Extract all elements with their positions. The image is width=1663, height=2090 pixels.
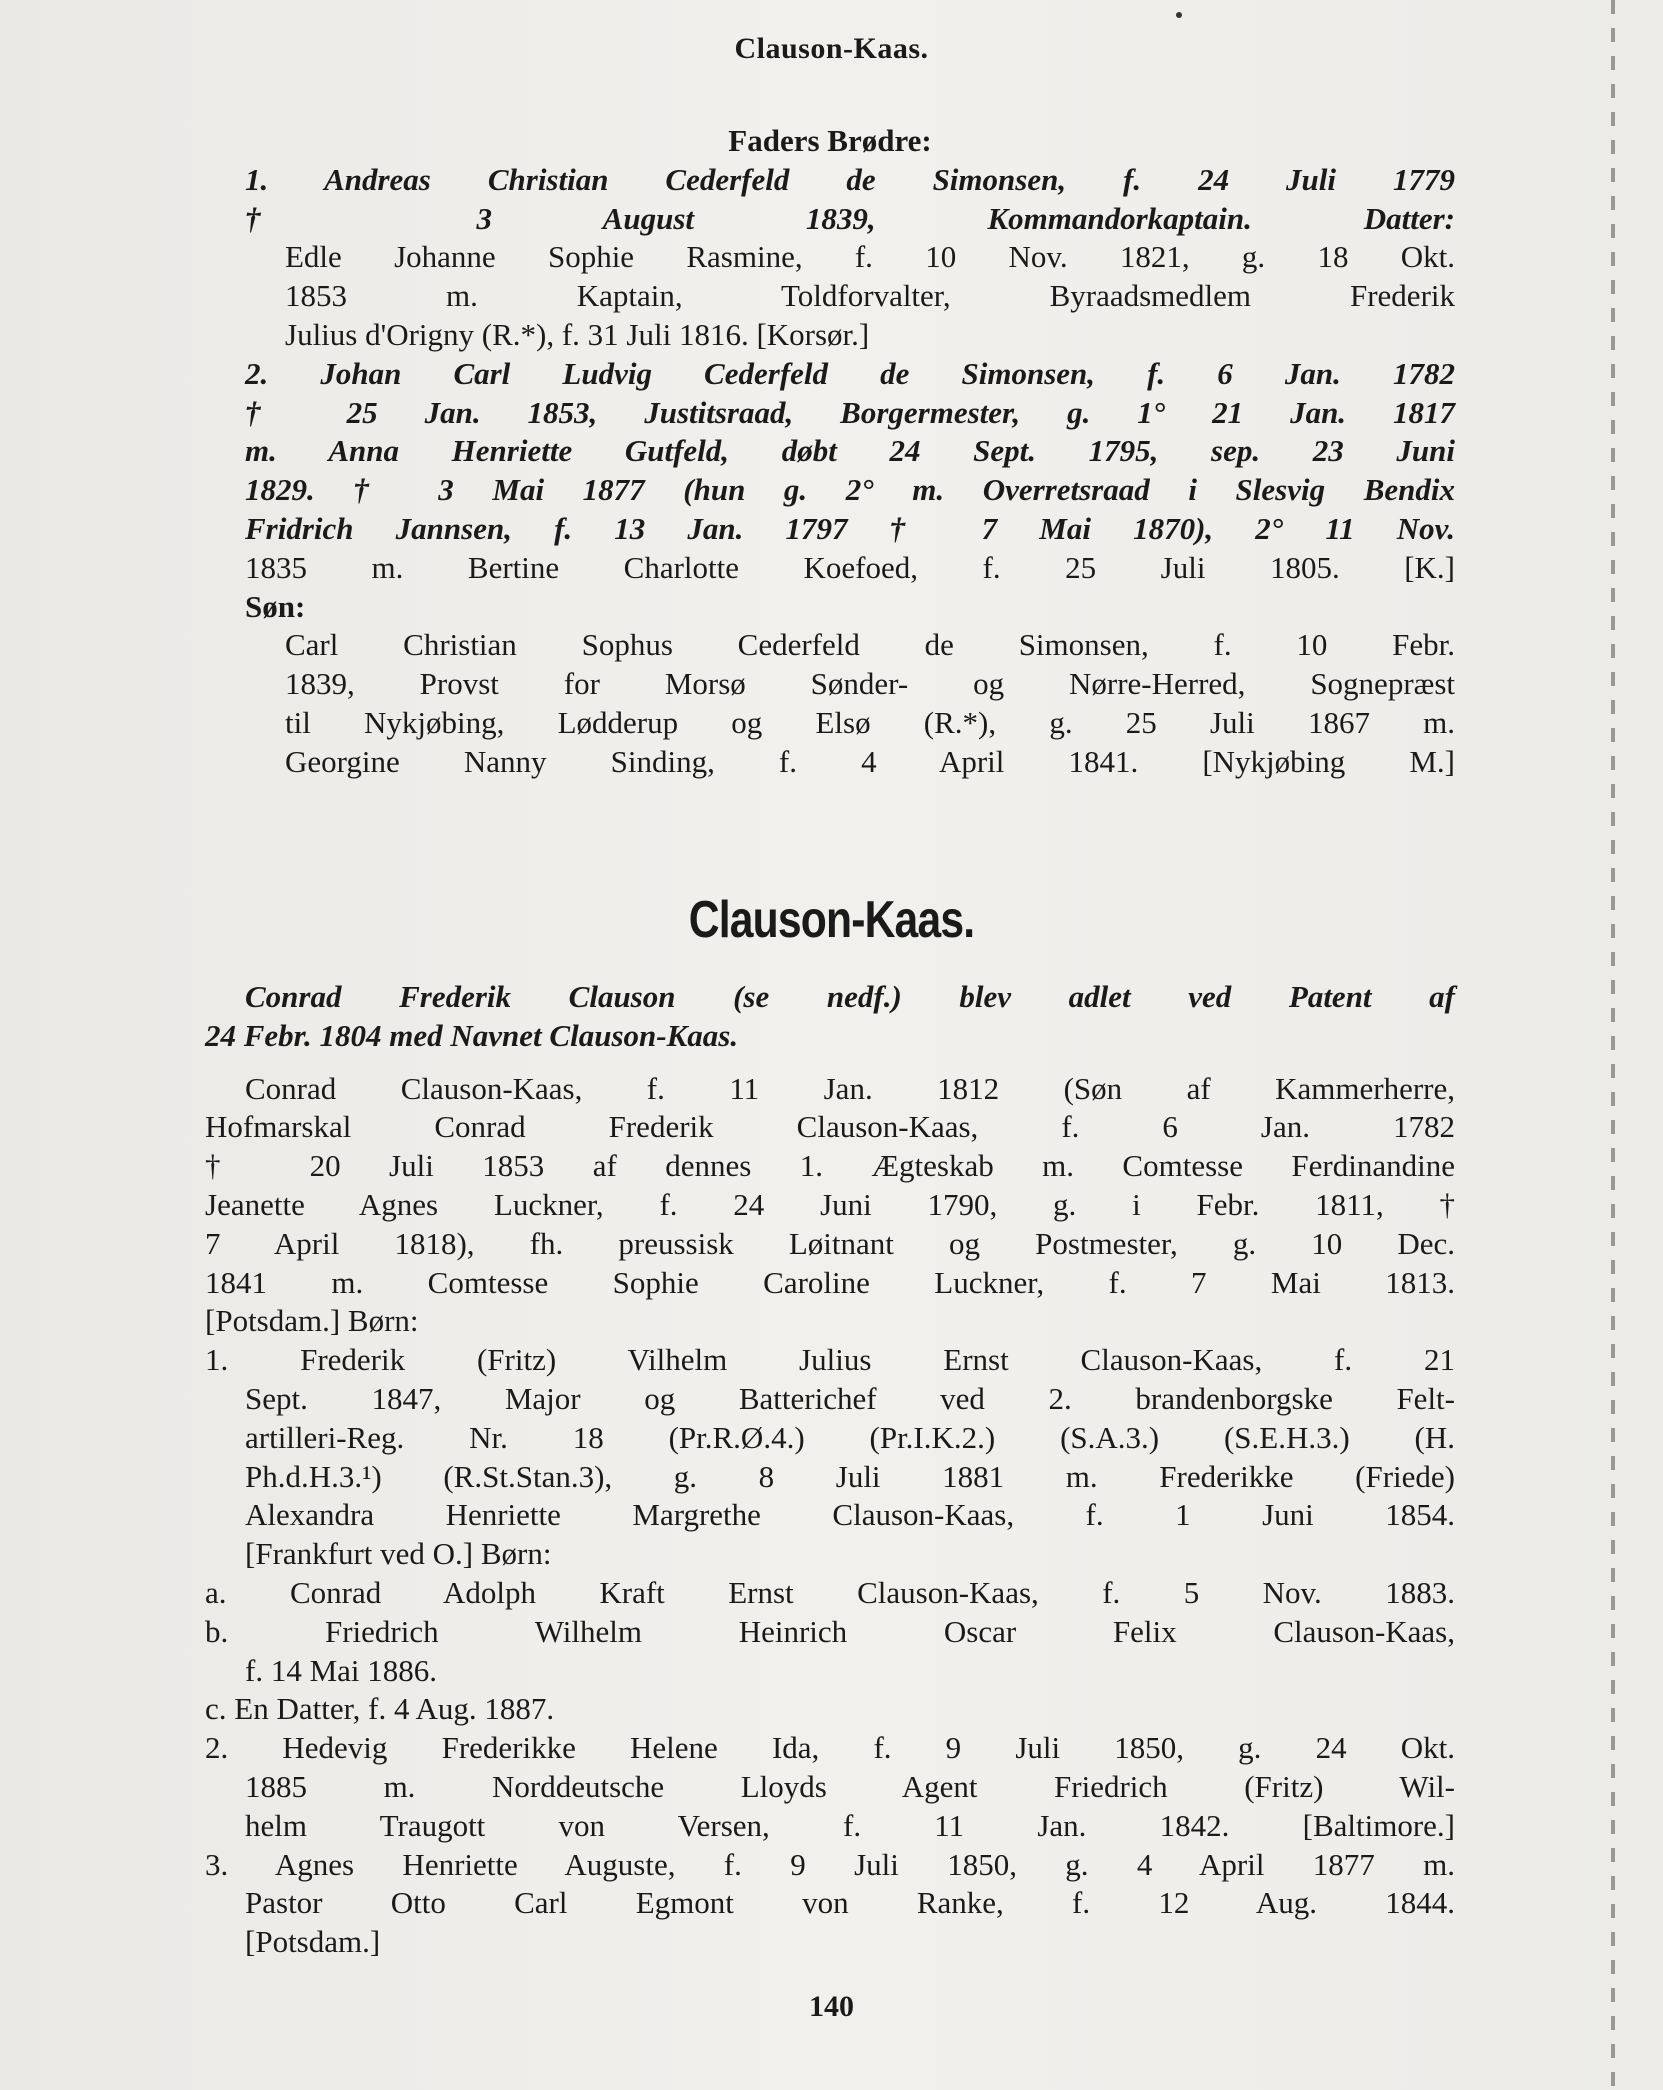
child-entry-agnes xyxy=(205,1846,1455,1962)
grandchild-line: c. En Datter, f. 4 Aug. 1887. xyxy=(205,1691,555,1727)
child-line: [Potsdam.] xyxy=(245,1924,381,1960)
entry-line: 1853 m. Kaptain, Toldforvalter, Byraadsmedlem Frederik xyxy=(285,278,1455,314)
entry-line: m. Anna Henriette Gutfeld, døbt 24 Sept. 1795, sep. 23 Juni xyxy=(245,433,1455,469)
intro-line: Conrad Frederik Clauson (se nedf.) blev adlet ved Patent af xyxy=(245,979,1455,1014)
running-head: Clauson-Kaas. xyxy=(734,32,929,65)
entry-line: † 25 Jan. 1853, Justitsraad, Borgermester, g. 1° 21 Jan. 1817 xyxy=(245,394,1455,430)
entry-line: † 3 August 1839, Kommandorkaptain. Datter: xyxy=(245,200,1455,236)
child-line: 3. Agnes Henriette Auguste, f. 9 Juli 1850, g. 4 April 1877 m. xyxy=(205,1846,1455,1882)
section-faders-brodre xyxy=(205,122,1455,782)
ink-speck xyxy=(1176,12,1182,18)
child-entry-hedevig xyxy=(205,1729,1455,1845)
paragraph-conrad xyxy=(205,1070,1455,1342)
child-line: helm Traugott von Versen, f. 11 Jan. 1842. [Baltimore.] xyxy=(245,1807,1455,1843)
child-line: 1885 m. Norddeutsche Lloyds Agent Friedrich (Fritz) Wil- xyxy=(245,1768,1455,1804)
entry-line: Fridrich Jannsen, f. 13 Jan. 1797 † 7 Mai 1870), 2° 11 Nov. xyxy=(245,510,1455,546)
paragraph-line: 1841 m. Comtesse Sophie Caroline Luckner, f. 7 Mai 1813. xyxy=(205,1264,1455,1300)
entry-line: 2. Johan Carl Ludvig Cederfeld de Simonsen, f. 6 Jan. 1782 xyxy=(245,355,1455,391)
grandchild-line: b. Friedrich Wilhelm Heinrich Oscar Felix Clauson-Kaas, xyxy=(205,1613,1455,1649)
paragraph-line: [Potsdam.] Børn: xyxy=(205,1303,419,1339)
section-title: Clauson-Kaas. xyxy=(688,891,975,949)
child-line: [Frankfurt ved O.] Børn: xyxy=(245,1536,552,1572)
section-heading: Faders Brødre: xyxy=(728,123,932,158)
entry-line: 1839, Provst for Morsø Sønder- og Nørre-Herred, Sognepræst xyxy=(285,666,1455,702)
child-line: Ph.d.H.3.¹) (R.St.Stan.3), g. 8 Juli 1881 m. Frederikke (Friede) xyxy=(245,1458,1455,1494)
child-line: artilleri-Reg. Nr. 18 (Pr.R.Ø.4.) (Pr.I.K.2.) (S.A.3.) (S.E.H.3.) (H. xyxy=(245,1419,1455,1455)
section-clauson-kaas xyxy=(205,978,1455,1962)
page-edge xyxy=(1611,0,1615,2090)
entry-line: 1835 m. Bertine Charlotte Koefoed, f. 25 Juli 1805. [K.] xyxy=(245,549,1455,585)
paragraph-line: † 20 Juli 1853 af dennes 1. Ægteskab m. Comtesse Ferdinandine xyxy=(205,1148,1455,1184)
entry-line: 1. Andreas Christian Cederfeld de Simonsen, f. 24 Juli 1779 xyxy=(245,161,1455,197)
entry-line: Georgine Nanny Sinding, f. 4 April 1841. [Nykjøbing M.] xyxy=(285,743,1455,779)
grandchild-line: a. Conrad Adolph Kraft Ernst Clauson-Kaas, f. 5 Nov. 1883. xyxy=(205,1574,1455,1610)
intro-line: 24 Febr. 1804 med Navnet Clauson-Kaas. xyxy=(205,1017,739,1053)
page-number: 140 xyxy=(809,1990,854,2023)
child-entry-frederik xyxy=(205,1341,1455,1729)
entry-line: Carl Christian Sophus Cederfeld de Simonsen, f. 10 Febr. xyxy=(285,627,1455,663)
child-line: Pastor Otto Carl Egmont von Ranke, f. 12 Aug. 1844. xyxy=(245,1885,1455,1921)
entry-andreas xyxy=(205,161,1455,355)
entry-line: Edle Johanne Sophie Rasmine, f. 10 Nov. 1821, g. 18 Okt. xyxy=(285,239,1455,275)
entry-line: Julius d'Origny (R.*), f. 31 Juli 1816. [Korsør.] xyxy=(285,316,870,352)
child-line: 2. Hedevig Frederikke Helene Ida, f. 9 Juli 1850, g. 24 Okt. xyxy=(205,1730,1455,1766)
grandchild-line: f. 14 Mai 1886. xyxy=(245,1652,438,1688)
child-line: Alexandra Henriette Margrethe Clauson-Kaas, f. 1 Juni 1854. xyxy=(245,1497,1455,1533)
paragraph-line: 7 April 1818), fh. preussisk Løitnant og Postmester, g. 10 Dec. xyxy=(205,1225,1455,1261)
child-line: Sept. 1847, Major og Batterichef ved 2. brandenborgske Felt- xyxy=(245,1380,1455,1416)
entry-line: 1829. † 3 Mai 1877 (hun g. 2° m. Overretsraad i Slesvig Bendix xyxy=(245,472,1455,508)
child-line: 1. Frederik (Fritz) Vilhelm Julius Ernst Clauson-Kaas, f. 21 xyxy=(205,1342,1455,1378)
entry-line: til Nykjøbing, Lødderup og Elsø (R.*), g. 25 Juli 1867 m. xyxy=(285,704,1455,740)
entry-line: Søn: xyxy=(245,588,306,624)
paragraph-line: Hofmarskal Conrad Frederik Clauson-Kaas, f. 6 Jan. 1782 xyxy=(205,1109,1455,1145)
paragraph-line: Conrad Clauson-Kaas, f. 11 Jan. 1812 (Søn af Kammerherre, xyxy=(245,1070,1455,1106)
entry-johan xyxy=(205,355,1455,782)
paragraph-line: Jeanette Agnes Luckner, f. 24 Juni 1790, g. i Febr. 1811, † xyxy=(205,1186,1455,1222)
